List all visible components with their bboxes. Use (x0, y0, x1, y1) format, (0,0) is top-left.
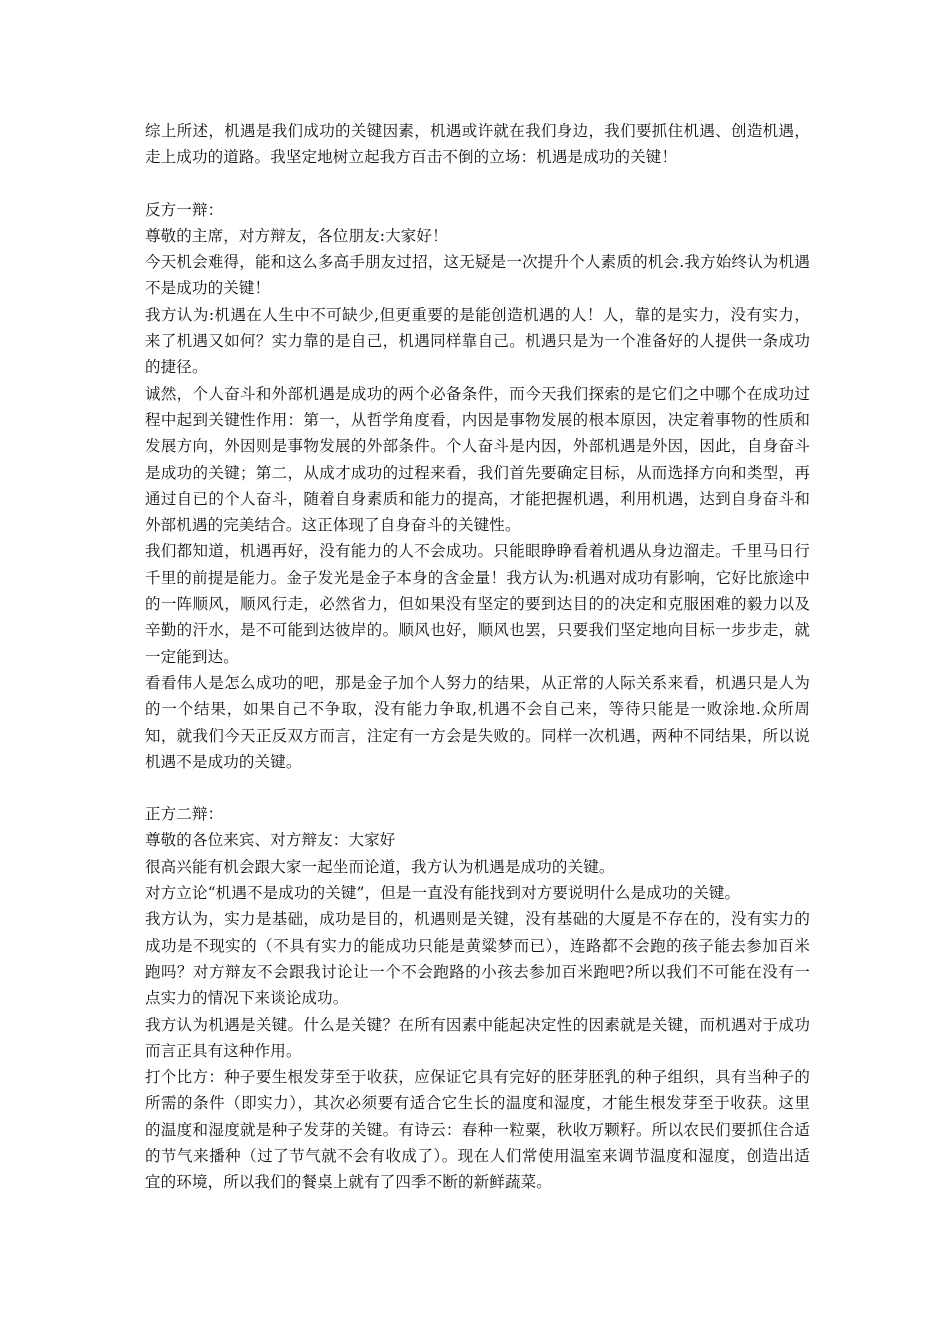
paragraph: 尊敬的主席，对方辩友，各位朋友:大家好！ (145, 226, 448, 245)
paragraph: 今天机会难得，能和这么多高手朋友过招，这无疑是一次提升个人素质的机会.我方始终认为机遇不是成功的关键！ (145, 253, 810, 298)
paragraph: 很高兴能有机会跟大家一起坐而论道，我方认为机遇是成功的关键。 (145, 857, 615, 876)
closing-statement-section (145, 118, 810, 171)
opposition-first-speaker-section (145, 197, 810, 776)
paragraph: 看看伟人是怎么成功的吧，那是金子加个人努力的结果，从正常的人际关系来看，机遇只是人为的一个结果，如果自己不争取，没有能力争取,机遇不会自己来，等待只能是一败涂地.众所周知，就我们今天正反双方而言，注定有一方会是失败的。同样一次机遇，两种不同结果，所以说机遇不是成功的关键。 (145, 673, 810, 771)
affirmative-second-speaker-section (145, 801, 810, 1195)
paragraph: 我方认为，实力是基础，成功是目的，机遇则是关键，没有基础的大厦是不存在的，没有实力的成功是不现实的（不具有实力的能成功只能是黄粱梦而已），连路都不会跑的孩子能去参加百米跑吗？对方辩友不会跟我讨论让一个不会跑路的小孩去参加百米跑吧?所以我们不可能在没有一点实力的情况下来谈论成功。 (145, 910, 810, 1008)
paragraph: 对方立论“机遇不是成功的关键”，但是一直没有能找到对方要说明什么是成功的关键。 (145, 884, 741, 903)
paragraph: 综上所述，机遇是我们成功的关键因素，机遇或许就在我们身边，我们要抓住机遇、创造机遇，走上成功的道路。我坚定地树立起我方百击不倒的立场：机遇是成功的关键！ (145, 122, 810, 167)
section-heading: 正方二辩： (145, 805, 224, 824)
paragraph: 我方认为:机遇在人生中不可缺少,但更重要的是能创造机遇的人！人，靠的是实力，没有实力，来了机遇又如何？实力靠的是自己，机遇同样靠自己。机遇只是为一个准备好的人提供一条成功的捷径。 (145, 305, 810, 377)
document-page (145, 118, 810, 1196)
paragraph: 尊敬的各位来宾、对方辩友：大家好 (145, 831, 396, 850)
paragraph: 打个比方：种子要生根发芽至于收获，应保证它具有完好的胚芽胚乳的种子组织，具有当种子的所需的条件（即实力），其次必须要有适合它生长的温度和湿度，才能生根发芽至于收获。这里的温度和湿度就是种子发芽的关键。有诗云：春种一粒粟，秋收万颗籽。所以农民们要抓住合适的节气来播种（过了节气就不会有收成了）。现在人们常使用温室来调节温度和湿度，创造出适宜的环境，所以我们的餐桌上就有了四季不断的新鲜蔬菜。 (145, 1068, 810, 1192)
section-heading: 反方一辩： (145, 200, 224, 219)
paragraph: 诚然，个人奋斗和外部机遇是成功的两个必备条件，而今天我们探索的是它们之中哪个在成功过程中起到关键性作用：第一，从哲学角度看，内因是事物发展的根本原因，决定着事物的性质和发展方向，外因则是事物发展的外部条件。个人奋斗是内因，外部机遇是外因，因此，自身奋斗是成功的关键；第二，从成才成功的过程来看，我们首先要确定目标，从而选择方向和类型，再通过自已的个人奋斗，随着自身素质和能力的提高，才能把握机遇，利用机遇，达到自身奋斗和外部机遇的完美结合。这正体现了自身奋斗的关键性。 (145, 384, 810, 535)
paragraph: 我们都知道，机遇再好，没有能力的人不会成功。只能眼睁睁看着机遇从身边溜走。千里马日行千里的前提是能力。金子发光是金子本身的含金量！我方认为:机遇对成功有影响，它好比旅途中的一阵顺风，顺风行走，必然省力，但如果没有坚定的要到达目的的决定和克服困难的毅力以及辛勤的汗水，是不可能到达彼岸的。顺风也好，顺风也罢，只要我们坚定地向目标一步步走，就一定能到达。 (145, 542, 810, 666)
paragraph: 我方认为机遇是关键。什么是关键？在所有因素中能起决定性的因素就是关键，而机遇对于成功而言正具有这种作用。 (145, 1015, 810, 1060)
